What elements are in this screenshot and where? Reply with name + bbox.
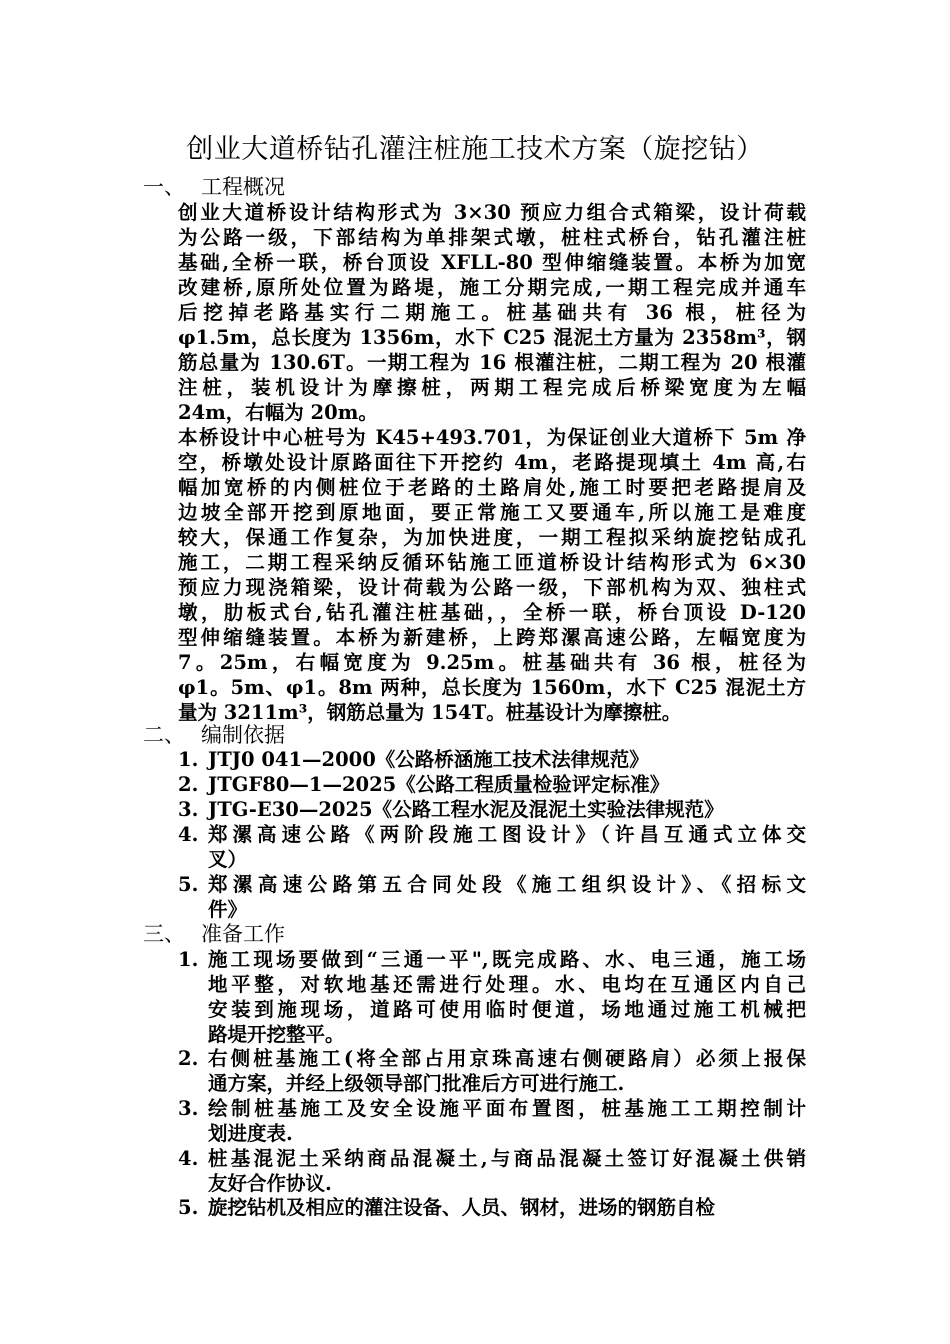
list-item-line: 右侧桩基施工(将全部占用京珠高速右侧硬路肩）必须上报保 <box>208 1047 806 1070</box>
list-item-line: 通方案，并经上级领导部门批准后方可进行施工. <box>208 1072 625 1095</box>
list-item-number: 5. <box>178 873 199 896</box>
basis-item <box>178 872 806 922</box>
list-item-line: 划进度表. <box>208 1122 293 1145</box>
section-heading-prep <box>143 922 285 947</box>
section-title: 工程概况 <box>201 175 285 199</box>
prep-item <box>178 1195 806 1220</box>
paragraph-line: 后挖掉老路基实行二期施工。桩基础共有 36 根，桩径为 <box>178 301 806 324</box>
list-item-number: 1. <box>178 948 199 971</box>
prep-item <box>178 947 806 1047</box>
section-heading-overview <box>143 175 285 200</box>
paragraph-line: 预应力现浇箱梁，设计荷载为公路一级，下部机构为双、独柱式 <box>178 576 806 599</box>
list-item-line: 地平整，对软地基还需进行处理。水、电均在互通区内自己 <box>208 973 806 996</box>
paragraph-line: 型伸缩缝装置。本桥为新建桥，上跨郑漯高速公路，左幅宽度为 <box>178 626 806 649</box>
paragraph-line: 为公路一级，下部结构为单排架式墩，桩柱式桥台，钻孔灌注桩 <box>178 226 806 249</box>
paragraph-line: 24m，右幅为 20m。 <box>178 401 378 424</box>
document-title: 创业大道桥钻孔灌注桩施工技术方案（旋挖钻） <box>186 134 764 165</box>
list-item-number: 4. <box>178 1147 199 1170</box>
paragraph-line: 7。25m，右幅宽度为 9.25m。桩基础共有 36 根，桩径为 <box>178 651 806 674</box>
list-item-text <box>208 1146 806 1196</box>
paragraph-line: 本桥设计中心桩号为 K45+493.701，为保证创业大道桥下 5m 净 <box>178 426 806 449</box>
paragraph-line: 注桩，装机设计为摩擦桩，两期工程完成后桥梁宽度为左幅 <box>178 376 806 399</box>
section-title: 编制依据 <box>201 723 285 747</box>
paragraph-line: 较大，保通工作复杂，为加快进度，一期工程拟采纳旋挖钻成孔 <box>178 526 806 549</box>
paragraph-line: 空，桥墩处设计原路面往下开挖约 4m，老路提现填土 4m 高,右 <box>178 451 806 474</box>
list-item-line: JTGF80—1—2025《公路工程质量检验评定标准》 <box>208 773 670 796</box>
list-item-line: JTG-E30—2025《公路工程水泥及混泥土实验法律规范》 <box>208 798 724 821</box>
basis-item <box>178 772 806 797</box>
list-item-number: 4. <box>178 823 199 846</box>
list-item-text <box>208 1195 806 1220</box>
list-item-text <box>208 772 806 797</box>
basis-item <box>178 822 806 872</box>
list-item-line: JTJ0 041—2000《公路桥涵施工技术法律规范》 <box>208 748 649 771</box>
section-heading-basis <box>143 723 285 748</box>
list-item-line: 绘制桩基施工及安全设施平面布置图，桩基施工工期控制计 <box>208 1097 806 1120</box>
prep-item <box>178 1096 806 1146</box>
basis-item <box>178 797 806 822</box>
paragraph-line: 量为 3211m³，钢筋总量为 154T。桩基设计为摩擦桩。 <box>178 701 682 724</box>
list-item-number: 3. <box>178 798 199 821</box>
paragraph-line: 筋总量为 130.6T。一期工程为 16 根灌注桩，二期工程为 20 根灌 <box>178 351 806 374</box>
list-item-number: 3. <box>178 1097 199 1120</box>
list-item-line: 叉） <box>208 848 248 871</box>
list-item-number: 1. <box>178 748 199 771</box>
list-item-line: 路堤开挖整平。 <box>208 1023 345 1046</box>
list-item-line: 旋挖钻机及相应的灌注设备、人员、钢材，进场的钢筋自检 <box>208 1196 716 1219</box>
paragraph-line: 施工，二期工程采纳反循环钻施工匝道桥设计结构形式为 6×30 <box>178 551 806 574</box>
prep-item <box>178 1046 806 1096</box>
list-item-number: 2. <box>178 773 199 796</box>
prep-item <box>178 1146 806 1196</box>
list-item-text <box>208 947 806 1047</box>
paragraph-line: φ1。5m、φ1。8m 两种，总长度为 1560m，水下 C25 混泥土方 <box>178 676 806 699</box>
overview-paragraph-2 <box>178 425 806 725</box>
list-item-text <box>208 872 806 922</box>
paragraph-line: 改建桥,原所处位置为路堤，施工分期完成,一期工程完成并通车 <box>178 276 806 299</box>
paragraph-line: φ1.5m，总长度为 1356m，水下 C25 混泥土方量为 2358m³，钢 <box>178 326 806 349</box>
paragraph-line: 墩，肋板式台,钻孔灌注桩基础，，全桥一联，桥台顶设 D-120 <box>178 601 806 624</box>
section-number: 二、 <box>143 723 185 747</box>
list-item-text <box>208 1046 806 1096</box>
basis-item <box>178 747 806 772</box>
list-item-line: 郑漯高速公路第五合同处段《施工组织设计》、《招标文 <box>208 873 806 896</box>
section-title: 准备工作 <box>201 922 285 946</box>
section-number: 一、 <box>143 175 185 199</box>
overview-paragraph-1 <box>178 200 806 425</box>
list-item-line: 友好合作协议. <box>208 1172 332 1195</box>
list-item-number: 5. <box>178 1196 199 1219</box>
paragraph-line: 幅加宽桥的内侧桩位于老路的土路肩处,施工时要把老路提肩及 <box>178 476 806 499</box>
list-item-line: 郑漯高速公路《两阶段施工图设计》（许昌互通式立体交 <box>208 823 806 846</box>
list-item-text <box>208 797 806 822</box>
paragraph-line: 边坡全部开挖到原地面，要正常施工又要通车,所以施工是难度 <box>178 501 806 524</box>
list-item-number: 2. <box>178 1047 199 1070</box>
list-item-text <box>208 747 806 772</box>
list-item-text <box>208 822 806 872</box>
list-item-text <box>208 1096 806 1146</box>
list-item-line: 安装到施现场，道路可使用临时便道，场地通过施工机械把 <box>208 998 806 1021</box>
list-item-line: 施工现场要做到“三通一平",既完成路、水、电三通，施工场 <box>208 948 806 971</box>
paragraph-line: 创业大道桥设计结构形式为 3×30 预应力组合式箱梁，设计荷载 <box>178 201 806 224</box>
section-number: 三、 <box>143 922 185 946</box>
list-item-line: 件》 <box>208 898 248 921</box>
paragraph-line: 基础,全桥一联，桥台顶设 XFLL-80 型伸缩缝装置。本桥为加宽 <box>178 251 806 274</box>
list-item-line: 桩基混泥土采纳商品混凝土,与商品混凝土签订好混凝土供销 <box>208 1147 806 1170</box>
